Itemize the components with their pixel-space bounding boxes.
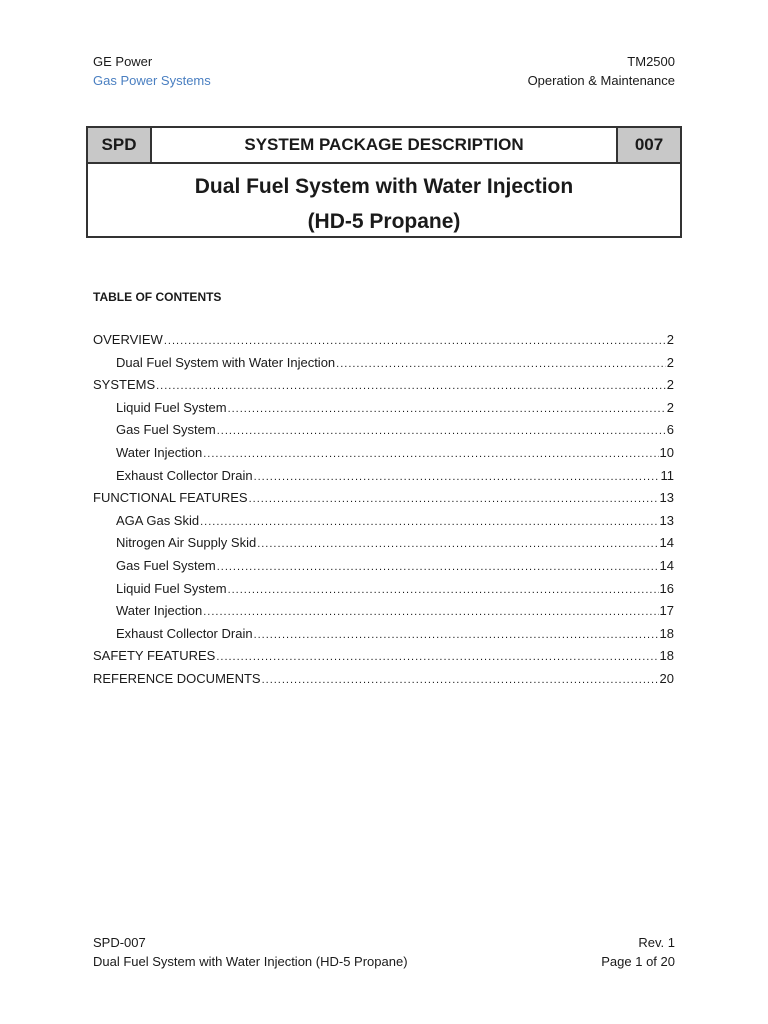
toc-entry-label: Gas Fuel System — [116, 557, 216, 573]
toc-entry[interactable] — [93, 645, 674, 668]
toc-entry-page: 18 — [659, 648, 674, 664]
footer-doc-id: SPD-007 — [93, 935, 146, 950]
title-block — [86, 126, 682, 238]
toc-entry-page: 14 — [659, 557, 674, 573]
toc-entry-label: REFERENCE DOCUMENTS — [93, 670, 261, 686]
toc-entry[interactable] — [93, 374, 674, 397]
toc-dot-leader — [203, 601, 658, 623]
toc-entry-label: OVERVIEW — [93, 332, 163, 347]
toc-dot-leader — [336, 353, 666, 375]
toc-entry-label: Exhaust Collector Drain — [116, 467, 253, 483]
toc-entry-label: FUNCTIONAL FEATURES — [93, 490, 248, 506]
toc-entry-page: 16 — [659, 580, 674, 596]
toc-dot-leader — [217, 420, 666, 442]
toc-entry[interactable] — [93, 487, 674, 510]
toc-entry-page: 14 — [659, 535, 674, 551]
toc-entry-page: 13 — [659, 512, 674, 528]
toc-entry[interactable] — [93, 668, 674, 691]
document-title — [88, 164, 680, 239]
division-name: Gas Power Systems — [93, 73, 211, 88]
toc-entry-page: 13 — [659, 490, 674, 506]
toc-entry-label: Dual Fuel System with Water Injection — [116, 354, 336, 370]
toc-entry[interactable] — [93, 532, 674, 555]
toc-dot-leader — [200, 511, 658, 533]
toc-entry-page: 2 — [666, 399, 674, 415]
document-title-line2: (HD-5 Propane) — [307, 210, 461, 233]
toc-dot-leader — [217, 556, 659, 578]
toc-entry-label: SYSTEMS — [93, 377, 156, 393]
toc-entry[interactable] — [93, 555, 674, 578]
toc-entry-label: Nitrogen Air Supply Skid — [116, 535, 257, 551]
doc-code-cell: SPD — [88, 128, 152, 162]
toc-dot-leader — [249, 488, 659, 510]
manual-name: Operation & Maintenance — [527, 73, 675, 88]
footer-doc-title: Dual Fuel System with Water Injection (HD-5 Propane) — [93, 954, 408, 969]
page-footer-right — [601, 933, 675, 971]
toc-dot-leader — [164, 330, 666, 352]
toc-dot-leader — [156, 375, 666, 397]
document-title-line1: Dual Fuel System with Water Injection — [194, 175, 574, 198]
toc-entry[interactable] — [93, 352, 674, 375]
footer-revision: Rev. 1 — [638, 935, 675, 950]
toc-entry-page: 2 — [666, 354, 674, 370]
toc-entry[interactable] — [93, 419, 674, 442]
toc-dot-leader — [203, 443, 658, 465]
toc-entry-page: 17 — [659, 603, 674, 619]
toc-dot-leader — [228, 579, 659, 601]
toc-entry-page: 18 — [659, 625, 674, 641]
page-footer-left — [93, 933, 408, 971]
toc-entry[interactable] — [93, 623, 674, 646]
toc-entry[interactable] — [93, 600, 674, 623]
toc-dot-leader — [216, 646, 658, 668]
toc-entry-page: 6 — [666, 422, 674, 438]
toc-entry-label: Water Injection — [116, 444, 203, 460]
doc-number-cell: 007 — [616, 128, 680, 162]
toc-entry[interactable] — [93, 329, 674, 352]
page-header-left — [93, 52, 211, 90]
title-row — [88, 128, 680, 164]
toc-entry-label: Gas Fuel System — [116, 422, 216, 438]
toc-entry[interactable] — [93, 578, 674, 601]
toc-entry-page: 2 — [666, 377, 674, 393]
toc-dot-leader — [262, 669, 659, 691]
toc-dot-leader — [228, 398, 666, 420]
toc-entry[interactable] — [93, 442, 674, 465]
toc-heading: TABLE OF CONTENTS — [93, 290, 222, 304]
toc-entry-page: 20 — [659, 670, 674, 686]
toc-entry[interactable] — [93, 465, 674, 488]
model-name: TM2500 — [627, 54, 675, 69]
toc-dot-leader — [257, 533, 658, 555]
toc-entry[interactable] — [93, 510, 674, 533]
toc-entry[interactable] — [93, 397, 674, 420]
toc-entry-label: SAFETY FEATURES — [93, 648, 216, 664]
toc-entry-label: Liquid Fuel System — [116, 399, 227, 415]
toc-entry-page: 10 — [659, 444, 674, 460]
table-of-contents — [93, 329, 674, 691]
toc-entry-page: 11 — [660, 467, 674, 483]
company-name: GE Power — [93, 54, 153, 69]
doc-description-cell: SYSTEM PACKAGE DESCRIPTION — [244, 135, 524, 154]
toc-entry-label: AGA Gas Skid — [116, 512, 200, 528]
toc-entry-label: Liquid Fuel System — [116, 580, 227, 596]
page-header-right — [528, 52, 675, 90]
toc-dot-leader — [254, 466, 660, 488]
toc-entry-label: Exhaust Collector Drain — [116, 625, 253, 641]
footer-page-number: Page 1 of 20 — [601, 954, 675, 969]
toc-entry-page: 2 — [666, 332, 674, 347]
toc-entry-label: Water Injection — [116, 603, 203, 619]
toc-dot-leader — [254, 624, 659, 646]
